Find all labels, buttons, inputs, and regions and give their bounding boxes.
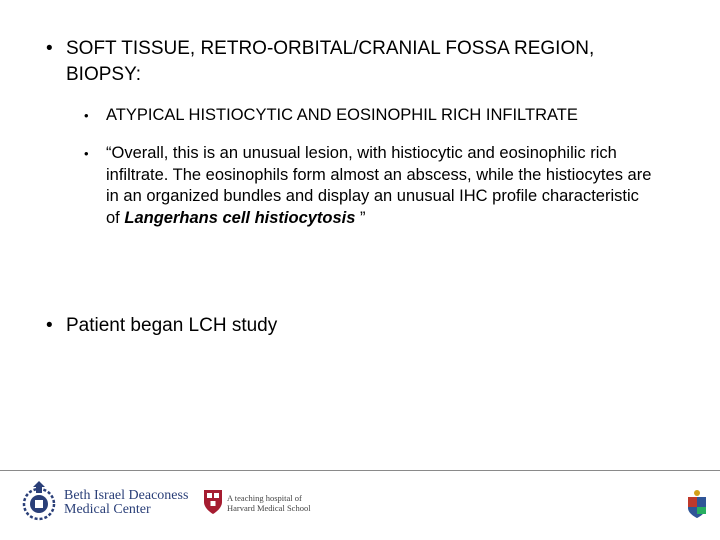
footer-divider xyxy=(0,470,720,471)
bullet-soft-tissue xyxy=(46,36,646,88)
harvard-shield-icon xyxy=(203,489,223,515)
sub-bullet-dot: • xyxy=(84,108,89,123)
quote-text: “Overall, this is an unusual lesion, with histiocytic and eosinophilic rich infiltrate. The eosinophils form almost an abscess, while the histiocytes are in an organized bundles and display an unusual IHC profile characteristic of xyxy=(106,144,652,227)
bullet-dot: • xyxy=(46,315,53,336)
institution-crest-icon xyxy=(686,489,708,519)
bullet-lch-study xyxy=(46,313,646,339)
bidmc-line2: Medical Center xyxy=(64,502,151,517)
bullet-text: SOFT TISSUE, RETRO-ORBITAL/CRANIAL FOSSA REGION, BIOPSY: xyxy=(66,38,595,85)
sub-bullet-atypical xyxy=(84,105,654,127)
sub-bullet-dot: • xyxy=(84,146,89,161)
quote-paragraph xyxy=(84,143,654,229)
quote-end: ” xyxy=(355,208,366,227)
sub-bullet-quote xyxy=(84,143,654,229)
bullet-dot: • xyxy=(46,38,53,59)
bidmc-line1: Beth Israel Deaconess xyxy=(64,488,189,503)
bidmc-logo-icon xyxy=(22,479,56,525)
quote-emphasis: Langerhans cell histiocytosis xyxy=(124,208,356,227)
bullet-text: Patient began LCH study xyxy=(66,315,278,336)
harvard-line1: A teaching hospital of xyxy=(227,493,302,503)
harvard-wordmark xyxy=(227,493,311,513)
harvard-line2: Harvard Medical School xyxy=(227,503,311,513)
sub-bullet-text: ATYPICAL HISTIOCYTIC AND EOSINOPHIL RICH INFILTRATE xyxy=(106,106,578,124)
bidmc-wordmark xyxy=(64,489,188,517)
